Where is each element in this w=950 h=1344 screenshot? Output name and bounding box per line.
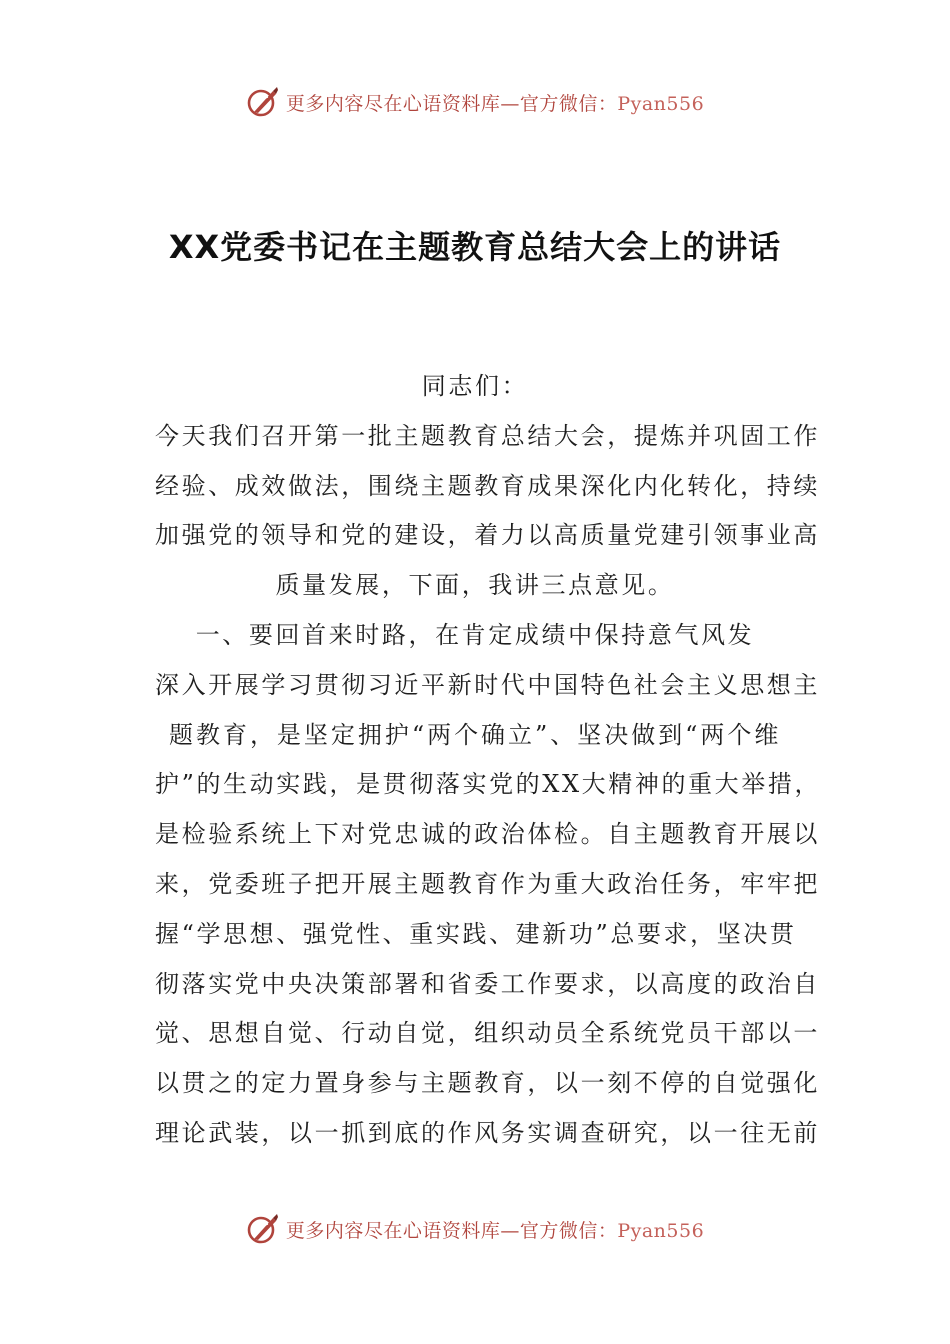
document-body [155,362,822,1159]
section-heading: 一、要回首来时路，在肯定成绩中保持意气风发 [195,620,755,649]
quill-pen-logo-icon [246,1212,280,1246]
paragraph-line: 理论武装，以一抓到底的作风务实调查研究，以一往无前 [155,1118,820,1147]
paragraph-line: 经验、成效做法，围绕主题教育成果深化内化转化，持续 [155,471,820,500]
paragraph-line: 质量发展，下面，我讲三点意见。 [275,571,675,600]
paragraph-line: 握“学思想、强党性、重实践、建新功”总要求，坚决贯 [155,919,797,948]
quill-pen-logo-icon [246,85,280,119]
paragraph-line: 题教育，是坚定拥护“两个确立”、坚决做到“两个维 [169,720,781,749]
header-banner-text: 更多内容尽在心语资料库—官方微信：Pyan556 [285,92,705,115]
header-wechat-id: Pyan556 [617,92,705,115]
paragraph-line: 觉、思想自觉、行动自觉，组织动员全系统党员干部以一 [155,1019,820,1048]
paragraph-line: 彻落实党中央决策部署和省委工作要求，以高度的政治自 [155,969,820,998]
paragraph-line: 加强党的领导和党的建设，着力以高质量党建引领事业高 [155,521,820,550]
paragraph-line: 护”的生动实践，是贯彻落实党的XX大精神的重大举措， [155,770,822,799]
document-title: XX党委书记在主题教育总结大会上的讲话 [168,228,782,266]
footer-wechat-id: Pyan556 [617,1219,705,1242]
paragraph-line: 深入开展学习贯彻习近平新时代中国特色社会主义思想主 [155,670,820,699]
paragraph-line: 来，党委班子把开展主题教育作为重大政治任务，牢牢把 [155,869,820,898]
salutation: 同志们： [421,372,529,400]
header-banner [0,82,950,122]
paragraph-line: 是检验系统上下对党忠诚的政治体检。自主题教育开展以 [155,820,820,849]
footer-banner-text: 更多内容尽在心语资料库—官方微信：Pyan556 [285,1219,705,1242]
paragraph-line: 以贯之的定力置身参与主题教育，以一刻不停的自觉强化 [155,1069,820,1098]
paragraph-line: 今天我们召开第一批主题教育总结大会，提炼并巩固工作 [155,421,820,450]
footer-banner [0,1209,950,1249]
